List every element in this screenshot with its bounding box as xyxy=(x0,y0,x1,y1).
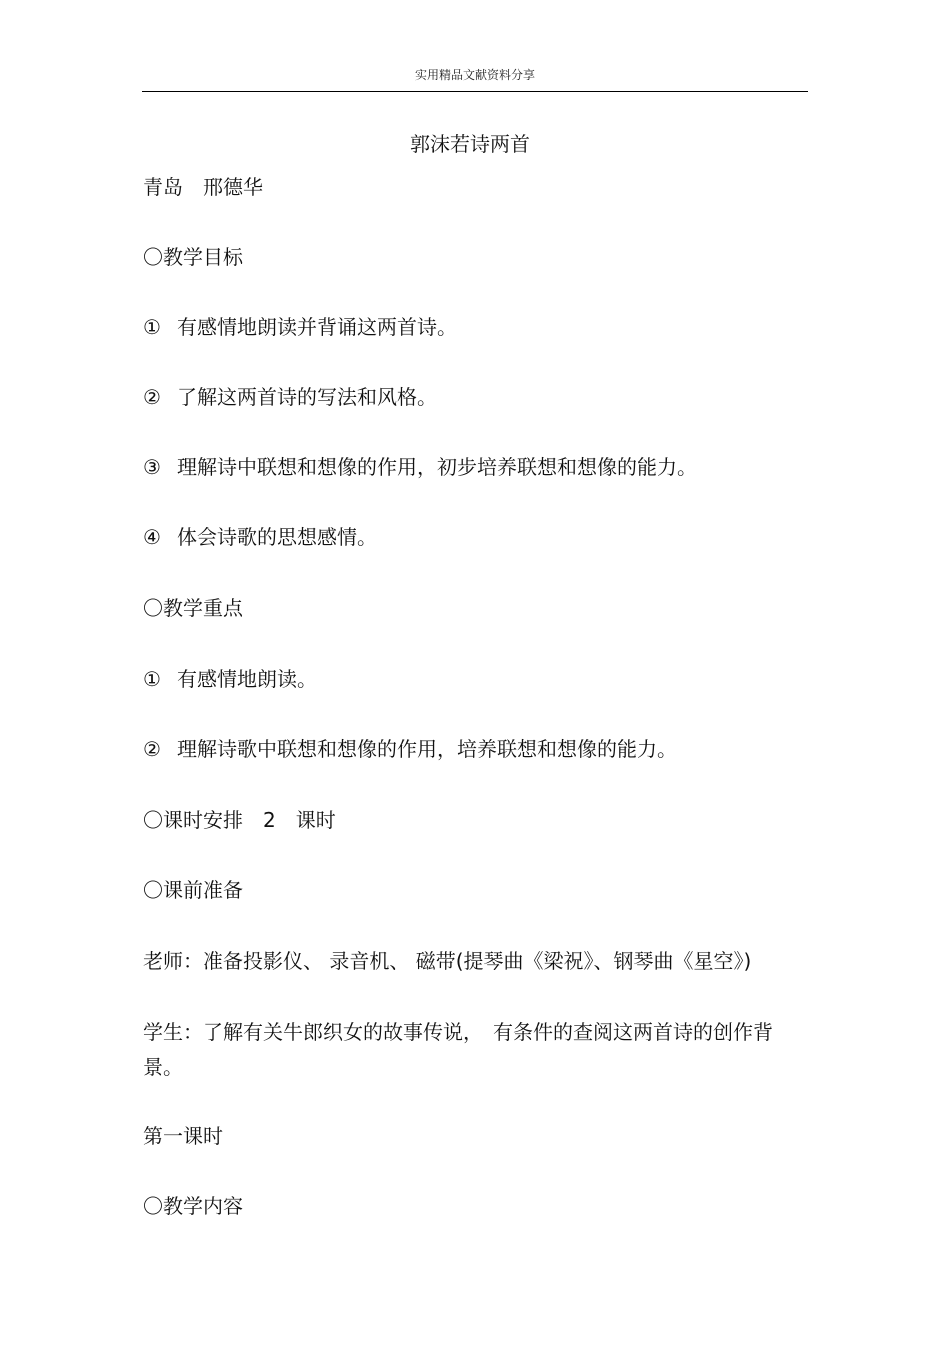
focus-text: 有感情地朗读。 xyxy=(177,667,317,691)
focus-number: ② xyxy=(143,737,161,761)
student-prep: 学生：了解有关牛郎织女的故事传说， 有条件的查阅这两首诗的创作背景。 xyxy=(143,1020,773,1079)
goal-item-1 xyxy=(143,312,457,342)
header-divider xyxy=(142,91,808,92)
goal-number: ③ xyxy=(143,455,161,479)
focus-text: 理解诗歌中联想和想像的作用，培养联想和想像的能力。 xyxy=(177,737,677,761)
content-heading: 〇教学内容 xyxy=(143,1194,243,1218)
goal-text: 了解这两首诗的写法和风格。 xyxy=(177,385,437,409)
goal-text: 体会诗歌的思想感情。 xyxy=(177,525,377,549)
document-title: 郭沫若诗两首 xyxy=(410,132,530,156)
lesson-heading: 第一课时 xyxy=(143,1124,223,1148)
goal-number: ① xyxy=(143,315,161,339)
goal-text: 有感情地朗读并背诵这两首诗。 xyxy=(177,315,457,339)
focus-number: ① xyxy=(143,667,161,691)
focus-item-2 xyxy=(143,734,677,764)
teacher-prep: 老师：准备投影仪、 录音机、 磁带(提琴曲《梁祝》、钢琴曲《星空》) xyxy=(143,949,752,973)
goal-item-3 xyxy=(143,452,697,482)
goal-number: ④ xyxy=(143,525,161,549)
focus-heading: 〇教学重点 xyxy=(143,596,243,620)
schedule-line: 〇课时安排 2 课时 xyxy=(143,808,336,832)
goal-number: ② xyxy=(143,385,161,409)
focus-item-1 xyxy=(143,664,317,694)
author-line: 青岛 邢德华 xyxy=(143,175,263,199)
goals-heading: 〇教学目标 xyxy=(143,245,243,269)
goal-text: 理解诗中联想和想像的作用，初步培养联想和想像的能力。 xyxy=(177,455,697,479)
prep-heading: 〇课前准备 xyxy=(143,878,243,902)
goal-item-2 xyxy=(143,382,437,412)
goal-item-4 xyxy=(143,522,377,552)
page-header: 实用精品文献资料分享 xyxy=(414,68,535,82)
